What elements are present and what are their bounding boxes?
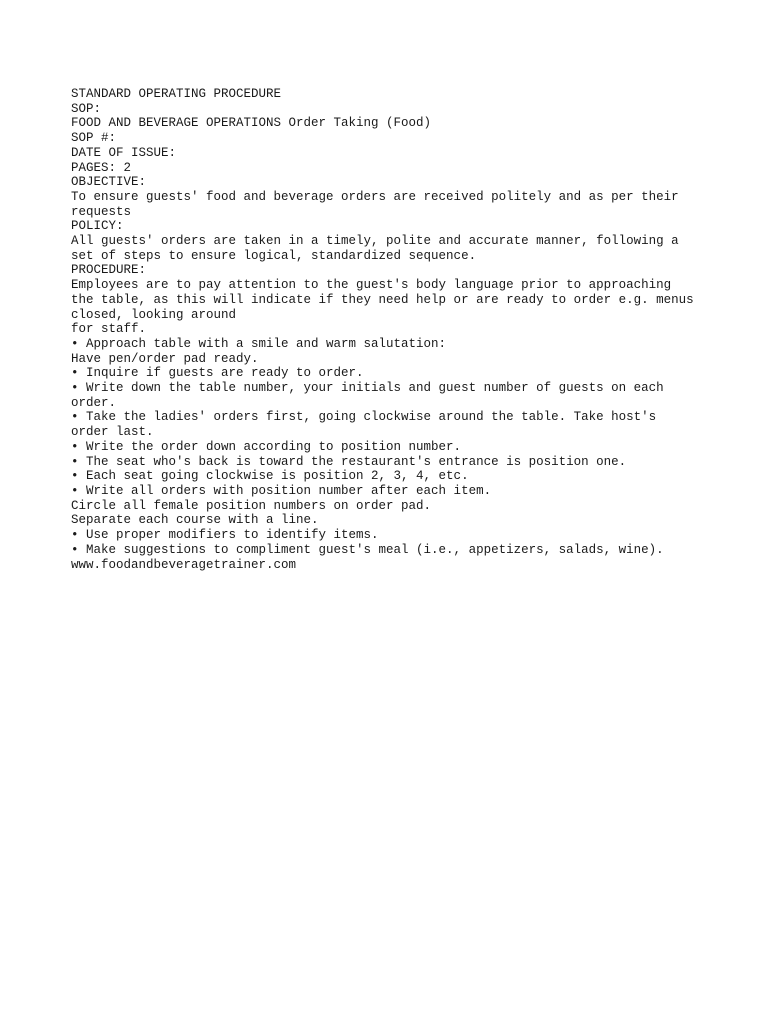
- document-title: STANDARD OPERATING PROCEDURE: [71, 87, 282, 101]
- policy-text-line: All guests' orders are taken in a timely, polite and accurate manner, following a: [71, 234, 679, 249]
- procedure-bullet: • Make suggestions to compliment guest's meal (i.e., appetizers, salads, wine).: [71, 542, 664, 557]
- sop-label: SOP:: [71, 101, 102, 116]
- procedure-line: for staff.: [71, 322, 147, 337]
- footer-url: www.foodandbeveragetrainer.com: [71, 557, 297, 572]
- procedure-bullet: • Write the order down according to position number.: [71, 439, 462, 454]
- policy-text-line: set of steps to ensure logical, standardized sequence.: [71, 248, 477, 263]
- procedure-bullet: • Each seat going clockwise is position 2, 3, 4, etc.: [71, 469, 469, 484]
- objective-text-line: To ensure guests' food and beverage orders are received politely and as per their: [71, 189, 679, 204]
- procedure-bullet: • Write down the table number, your initials and guest number of guests on each: [71, 381, 664, 396]
- sop-number-label: SOP #:: [71, 131, 117, 146]
- objective-label: OBJECTIVE:: [71, 175, 147, 190]
- procedure-line: order last.: [71, 425, 154, 440]
- procedure-line: Separate each course with a line.: [71, 513, 319, 528]
- procedure-bullet: • Approach table with a smile and warm salutation:: [71, 336, 447, 351]
- procedure-line: Have pen/order pad ready.: [71, 351, 259, 366]
- procedure-label: PROCEDURE:: [71, 263, 147, 278]
- pages-count: PAGES: 2: [71, 160, 132, 175]
- procedure-bullet: • Write all orders with position number after each item.: [71, 483, 492, 498]
- procedure-line: the table, as this will indicate if they need help or are ready to order e.g. menus: [71, 292, 694, 307]
- procedure-line: Circle all female position numbers on order pad.: [71, 498, 432, 513]
- procedure-bullet: • Use proper modifiers to identify items.: [71, 528, 379, 543]
- procedure-line: closed, looking around: [71, 307, 237, 322]
- procedure-bullet: • The seat who's back is toward the restaurant's entrance is position one.: [71, 454, 627, 469]
- date-of-issue-label: DATE OF ISSUE:: [71, 145, 177, 160]
- procedure-line: Employees are to pay attention to the guest's body language prior to approaching: [71, 278, 672, 293]
- policy-label: POLICY:: [71, 219, 124, 234]
- procedure-bullet: • Take the ladies' orders first, going clockwise around the table. Take host's: [71, 410, 657, 425]
- procedure-bullet: • Inquire if guests are ready to order.: [71, 366, 364, 381]
- objective-text-line: requests: [71, 204, 132, 219]
- sop-name: FOOD AND BEVERAGE OPERATIONS Order Taking (Food): [71, 116, 432, 131]
- procedure-line: order.: [71, 395, 117, 410]
- sop-document: [71, 87, 711, 572]
